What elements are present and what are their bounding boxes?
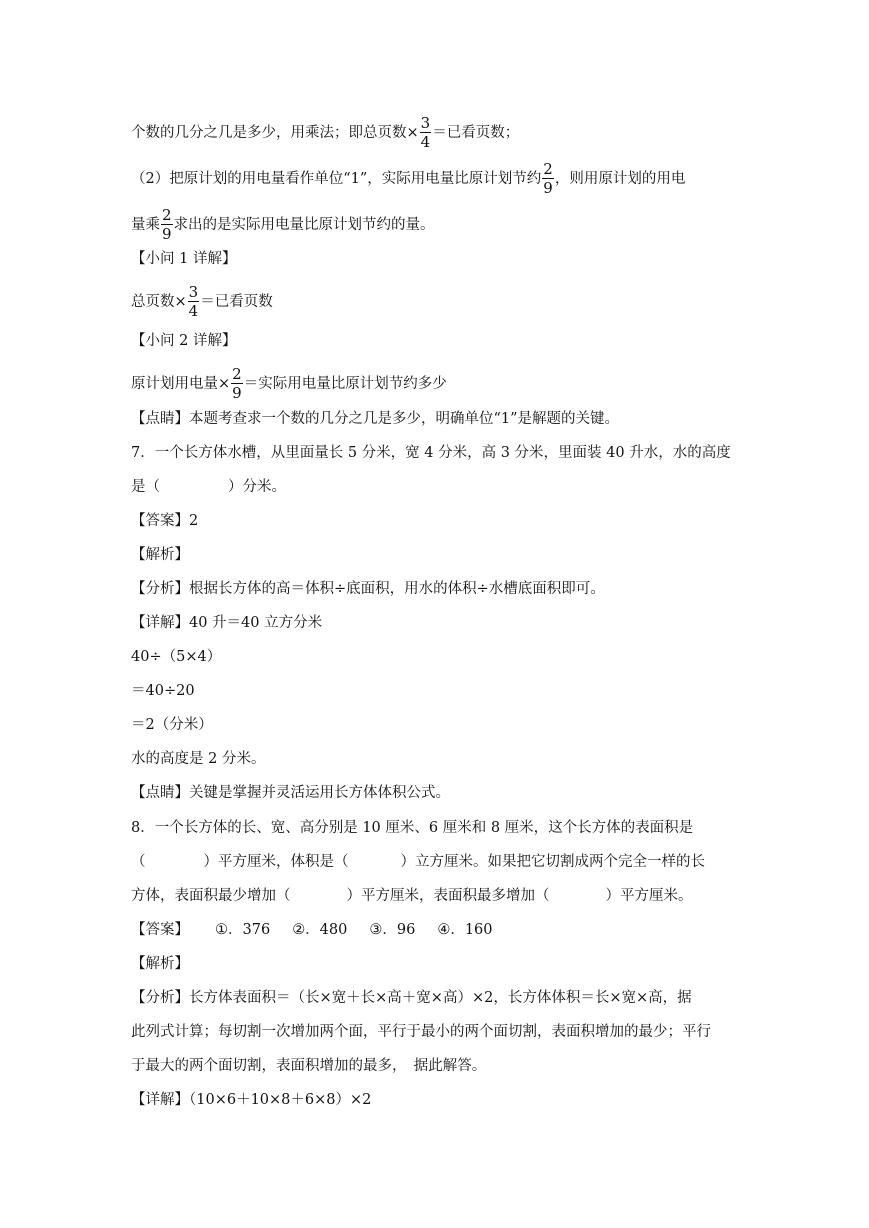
text-line [131, 162, 685, 196]
text-line [131, 367, 447, 401]
text-line [131, 852, 705, 872]
text-segment: ）平方厘米。 [605, 888, 693, 904]
analysis-line: 【分析】根据长方体的高＝体积÷底面积，用水的体积÷水槽底面积即可。 [131, 581, 605, 597]
fraction [420, 116, 432, 150]
fraction [188, 285, 200, 319]
calc-line: 40÷（5×4） [131, 649, 222, 665]
text-segment: 方体，表面积最少增加（ [131, 888, 291, 904]
fraction-numerator: 2 [232, 365, 242, 383]
question-8-text: 8．一个长方体的长、宽、高分别是 10 厘米、6 厘米和 8 厘米，这个长方体的表面积是 [131, 820, 694, 836]
answer-line [131, 920, 493, 940]
text-segment: ＝已看页数； [432, 125, 520, 141]
text-segment: 是（ [131, 479, 160, 495]
answer-item: ②．480 [292, 922, 348, 938]
text-segment: ）平方厘米，表面积最多增加（ [346, 888, 550, 904]
section-heading: 【解析】 [131, 956, 189, 972]
fraction [161, 208, 173, 242]
answer-item: ①．376 [215, 922, 271, 938]
detail-line: 【详解】（10×6＋10×8＋6×8）×2 [131, 1092, 372, 1108]
fraction-denominator: 9 [543, 179, 553, 197]
fraction-denominator: 4 [188, 302, 199, 320]
fraction-denominator: 4 [420, 133, 431, 151]
fraction-numerator: 2 [543, 160, 553, 178]
text-line [131, 116, 519, 150]
text-line [131, 285, 273, 319]
remark-line: 【点睛】关键是掌握并灵活运用长方体体积公式。 [131, 785, 450, 801]
text-line [131, 208, 435, 242]
text-segment: ）立方厘米。如果把它切割成两个完全一样的长 [400, 854, 705, 870]
section-heading: 【解析】 [131, 547, 189, 563]
calc-line: ＝2（分米） [131, 717, 213, 733]
text-segment: ＝已看页数 [200, 294, 273, 310]
text-segment: ＝实际用电量比原计划节约多少 [243, 376, 447, 392]
detail-line: 【详解】40 升＝40 立方分米 [131, 615, 323, 631]
text-segment: （2）把原计划的用电量看作单位“1”，实际用电量比原计划节约 [131, 171, 542, 187]
calc-line: 水的高度是 2 分米。 [131, 751, 266, 767]
fraction-denominator: 9 [162, 225, 172, 243]
fraction-denominator: 9 [232, 384, 242, 402]
calc-line: ＝40÷20 [131, 683, 195, 699]
answer-line: 【答案】2 [131, 513, 199, 529]
text-line [131, 886, 693, 906]
analysis-line: 此列式计算；每切割一次增加两个面，平行于最小的两个面切割，表面积增加的最少；平行 [131, 1024, 711, 1040]
answer-label: 【答案】 [131, 922, 189, 938]
text-segment: ，则用原计划的用电 [554, 171, 686, 187]
answer-item: ③．96 [369, 922, 416, 938]
section-heading: 【小问 1 详解】 [131, 251, 237, 267]
fraction-numerator: 3 [188, 283, 199, 301]
question-7-text: 7．一个长方体水槽，从里面量长 5 分米，宽 4 分米，高 3 分米，里面装 40 升水，水的高度 [131, 445, 731, 461]
text-line: 【点睛】本题考查求一个数的几分之几是多少，明确单位“1”是解题的关键。 [131, 411, 620, 427]
text-segment: （ [131, 854, 146, 870]
text-segment: 总页数× [131, 294, 187, 310]
fraction-numerator: 2 [162, 206, 172, 224]
text-segment: 求出的是实际用电量比原计划节约的量。 [173, 217, 435, 233]
analysis-line: 【分析】长方体表面积＝（长×宽＋长×高＋宽×高）×2，长方体体积＝长×宽×高，据 [131, 990, 692, 1006]
text-segment: 量乘 [131, 217, 160, 233]
text-segment: 个数的几分之几是多少，用乘法；即总页数× [131, 125, 419, 141]
fraction [231, 367, 243, 401]
fraction [542, 162, 554, 196]
fraction-numerator: 3 [420, 114, 431, 132]
analysis-line: 于最大的两个面切割，表面积增加的最多， 据此解答。 [131, 1058, 487, 1074]
text-segment: ）平方厘米，体积是（ [203, 854, 349, 870]
section-heading: 【小问 2 详解】 [131, 333, 237, 349]
answer-item: ④．160 [437, 922, 493, 938]
text-line [131, 477, 286, 497]
text-segment: 原计划用电量× [131, 376, 231, 392]
text-segment: ）分米。 [228, 479, 286, 495]
